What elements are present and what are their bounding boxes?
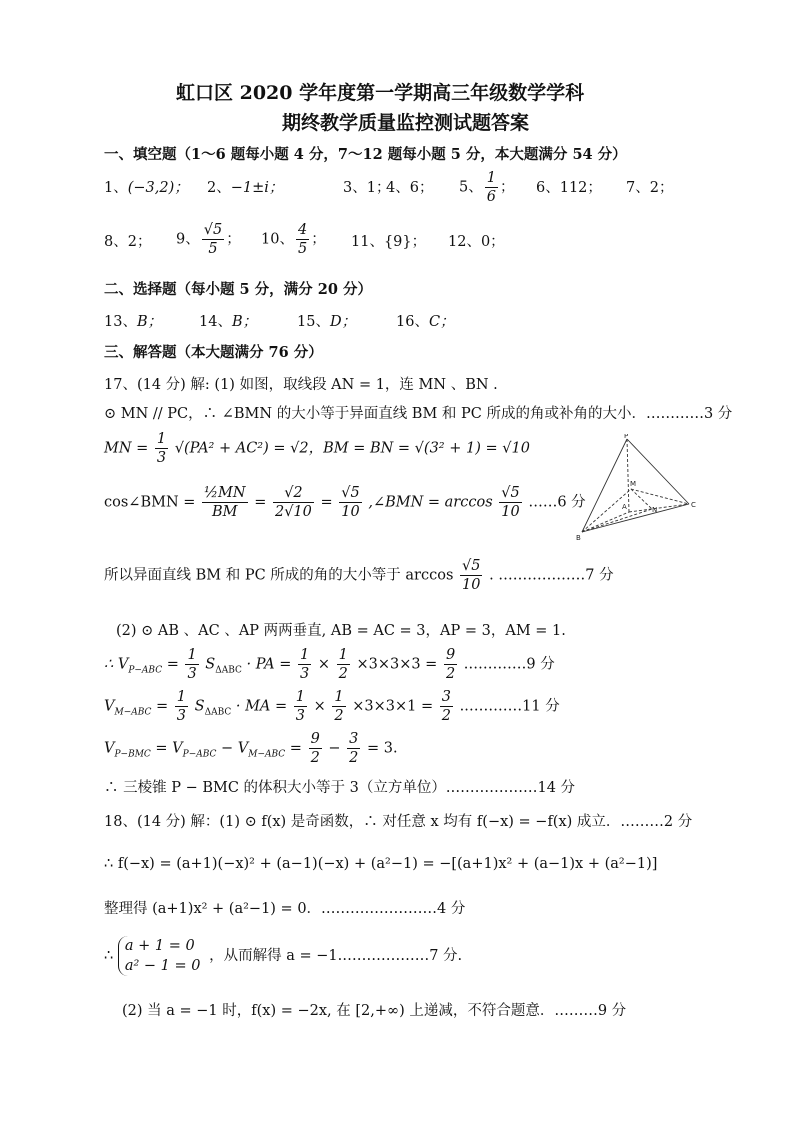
equation-system: a + 1 = 0 a² − 1 = 0 (118, 936, 201, 976)
answer-value: 2； (127, 234, 152, 250)
answer-label: 4、 (386, 180, 410, 196)
q17-line-8: $V_{M-ABC}$ = $\frac{1}{3}$ $S_{\Delta ABC}$ · MA = $\frac{1}{3}$ × $\frac{1}{2}$ ×3×3×1 = $\frac{3}{2}$ .…………11 分 (104, 689, 560, 724)
q18-line-1: 18、(14 分) 解：(1) ⊙ f(x) 是奇函数，∴ 对任意 x 均有 f(−x) = −f(x) 成立．………2 分 (104, 814, 693, 830)
answer-label: 11、 (351, 234, 384, 250)
answer-fraction: $\frac{√5}{5}$ (203, 222, 223, 257)
answer-value: 112； (559, 180, 602, 196)
label-A: A (622, 503, 627, 511)
answer-fraction: $\frac{1}{6}$ (486, 170, 496, 205)
answer-label: 3、 (343, 180, 367, 196)
tetrahedron-figure (574, 434, 704, 544)
answer-value: 0； (480, 234, 505, 250)
q18-line-2: ∴ f(−x) = (a+1)(−x)² + (a−1)(−x) + (a²−1) = −[(a+1)x² + (a−1)x + (a²−1)] (104, 856, 658, 872)
answer-tail: ； (311, 231, 326, 248)
page-subtitle: 期终教学质量监控测试题答案 (282, 112, 530, 134)
answer-value: 1； (366, 180, 391, 196)
fraction: $\frac{√2}{2√10}$ (274, 485, 312, 520)
q17-line-2: ⊙ MN // PC，∴ ∠BMN 的大小等于异面直线 BM 和 PC 所成的角或补角的大小．…………3 分 (104, 406, 733, 422)
fraction: $\frac{1}{3}$ (176, 689, 187, 724)
label-C: C (691, 501, 696, 509)
answer-value: {9}； (383, 234, 427, 250)
fraction: $\frac{1}{3}$ (187, 647, 197, 682)
answer-value: C； (428, 314, 455, 330)
q17-line-7: ∴ $V_{P-ABC}$ = $\frac{1}{3}$ $S_{\Delta ABC}$ · PA = $\frac{1}{3}$ × $\frac{1}{2}$ ×3×3×3 = $\frac{9}{2}$ .…………9 分 (104, 647, 555, 682)
page-title: 虹口区 2020 学年度第一学期高三年级数学学科 (176, 82, 585, 104)
answer-value: −1±i； (230, 180, 284, 196)
answer-label: 6、 (536, 180, 560, 196)
label-M: M (630, 480, 637, 488)
fraction: $\frac{\text{½MN}}{BM}$ (204, 485, 246, 520)
section2-heading: 二、选择题（每小题 5 分，满分 20 分） (104, 281, 372, 298)
answer-label: 9、 (176, 231, 200, 248)
edge-AC (629, 504, 689, 512)
answer-value: B； (136, 314, 163, 330)
answer-label: 12、 (448, 234, 481, 250)
q17-line-6: (2) ⊙ AB 、AC 、AP 两两垂直, AB = AC = 3，AP = 3，AM = 1. (116, 623, 566, 639)
answer-label: 2、 (207, 180, 231, 196)
answer-value: 2； (649, 180, 674, 196)
q18-line-3: 整理得 (a+1)x² + (a²−1) = 0．……………………4 分 (104, 901, 466, 917)
edge-PB (582, 439, 627, 532)
answer-value: (−3,2)； (127, 180, 189, 196)
fraction: $\frac{1}{2}$ (334, 689, 344, 724)
q18-line-4: ∴ a + 1 = 0 a² − 1 = 0 ，从而解得 a = −1.………………7 分. (104, 938, 463, 974)
q17-line-1: 17、(14 分) 解: (1) 如图，取线段 AN = 1，连 MN 、BN . (104, 377, 498, 393)
fraction: $\frac{√5}{10}$ (462, 558, 481, 593)
fraction: $\frac{9}{2}$ (310, 731, 320, 766)
edge-BN (582, 509, 652, 532)
edge-MC (631, 489, 689, 504)
answer-value: B； (231, 314, 258, 330)
answer-label: 13、 (104, 314, 137, 330)
answer-tail: ； (226, 231, 241, 248)
edge-PA (627, 439, 629, 512)
q17-line-10: ∴ 三棱锥 P − BMC 的体积大小等于 3（立方单位）.………………14 分 (104, 780, 576, 796)
q18-line-5: (2) 当 a = −1 时，f(x) = −2x, 在 [2,+∞) 上递减，不符合题意．………9 分 (122, 1003, 627, 1019)
fraction: $\frac{9}{2}$ (445, 647, 456, 682)
answer-tail: ； (499, 179, 515, 196)
fraction: $\frac{3}{2}$ (349, 731, 359, 766)
answer-value: 6； (409, 180, 434, 196)
fraction: $\frac{√5}{10}$ (501, 485, 520, 520)
label-N: N (652, 506, 658, 514)
q17-line-5: 所以异面直线 BM 和 PC 所成的角的大小等于 arccos $\frac{√5}{10}$ . ………………7 分 (104, 558, 614, 593)
label-P: P (624, 434, 629, 440)
fraction: $\frac{1}{3}$ (295, 689, 305, 724)
answer-fraction: $\frac{4}{5}$ (297, 222, 308, 257)
answer-label: 7、 (626, 180, 650, 196)
answer-label: 1、 (104, 180, 128, 196)
answer-label: 14、 (199, 314, 232, 330)
fraction: $\frac{1}{3}$ (156, 431, 167, 466)
q17-line-3: MN = $\frac{1}{3}$ √(PA² + AC²) = √2，BM = BN = √(3² + 1) = √10 (104, 431, 530, 466)
fraction: $\frac{√5}{10}$ (341, 485, 360, 520)
answer-label: 10、 (261, 231, 294, 248)
answer-label: 8、 (104, 234, 128, 250)
fraction: $\frac{1}{3}$ (300, 647, 310, 682)
section3-heading: 三、解答题（本大题满分 76 分） (104, 344, 323, 361)
q17-line-9: $V_{P-BMC} = V_{P-ABC} - V_{M-ABC}$ = $\frac{9}{2}$ − $\frac{3}{2}$ = 3. (104, 731, 398, 766)
section1-heading: 一、填空题（1～6 题每小题 4 分，7～12 题每小题 5 分，本大题满分 54 分） (104, 146, 627, 163)
q17-line-4: cos∠BMN = $\frac{\text{½MN}}{BM}$ = $\frac{√2}{2√10}$ = $\frac{√5}{10}$ ,∠BMN = arccos $\frac{√5}{10}$ ……6 分 (104, 485, 586, 520)
answer-label: 16、 (396, 314, 429, 330)
answer-value: D； (329, 314, 357, 330)
fraction: $\frac{3}{2}$ (441, 689, 451, 724)
fraction: $\frac{1}{2}$ (338, 647, 348, 682)
answer-label: 5、 (459, 179, 483, 196)
answer-label: 15、 (297, 314, 330, 330)
label-B: B (576, 534, 581, 542)
